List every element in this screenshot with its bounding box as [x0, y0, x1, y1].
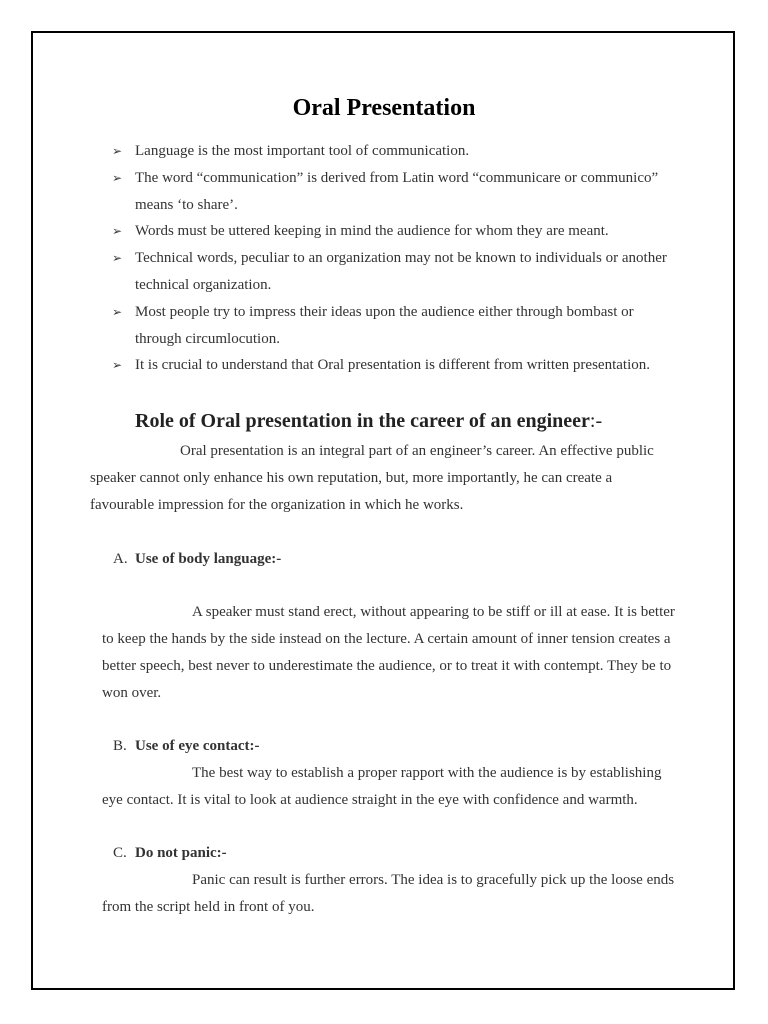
list-item: [112, 165, 682, 219]
arrow-bullet-icon: ➢: [112, 144, 123, 158]
bullet-text: Language is the most important tool of communication.: [135, 143, 470, 159]
role-heading: [135, 407, 602, 435]
list-item: [112, 245, 682, 299]
section-letter: C.: [113, 845, 127, 861]
eye-contact-paragraph: The best way to establish a proper rapport with the audience is by establishing eye contact. It is vital to look at audience straight in the eye with confidence and warmth.: [102, 765, 662, 808]
list-item: [112, 299, 682, 353]
bullet-text: Words must be uttered keeping in mind the audience for whom they are meant.: [135, 223, 609, 240]
bullet-list: [112, 138, 682, 379]
section-title: Do not panic:-: [135, 845, 227, 861]
list-item: [112, 138, 682, 165]
section-title: Use of eye contact:-: [135, 738, 260, 754]
body-language-paragraph: A speaker must stand erect, without appearing to be stiff or ill at ease. It is better to keep the hands by the side instead on the lecture. A certain amount of inner tension creates a better speech, best never to underestimate the audience, or to treat it with contempt. They be to won over.: [102, 604, 675, 701]
role-heading-suffix: :-: [589, 410, 603, 432]
role-paragraph: Oral presentation is an integral part of an engineer’s career. An effective public speaker cannot only enhance his own reputation, but, more importantly, he can create a favourable impression for the organization in which he works.: [90, 443, 654, 513]
do-not-panic-paragraph: Panic can result is further errors. The idea is to gracefully pick up the loose ends from the script held in front of you.: [102, 872, 675, 915]
bullet-text: Most people try to impress their ideas upon the audience either through bombast or through circumlocution.: [135, 303, 634, 347]
arrow-bullet-icon: ➢: [112, 224, 123, 239]
list-item: [112, 218, 682, 245]
section-letter: B.: [113, 738, 127, 754]
bullet-text: It is crucial to understand that Oral presentation is different from written presentation.: [135, 357, 650, 374]
arrow-bullet-icon: ➢: [112, 304, 123, 319]
page-title: Oral Presentation: [292, 95, 476, 121]
section-heading-do-not-panic: [113, 840, 227, 867]
section-heading-eye-contact: [113, 733, 260, 760]
bullet-text: The word “communication” is derived from Latin word “communicare or communico” means ‘to share’.: [135, 169, 659, 213]
arrow-bullet-icon: ➢: [112, 251, 123, 266]
list-item: [112, 352, 682, 379]
role-heading-text: Role of Oral presentation in the career of an engineer: [135, 410, 590, 432]
section-letter: A.: [113, 551, 128, 567]
arrow-bullet-icon: ➢: [112, 170, 123, 185]
section-heading-body-language: [113, 546, 281, 573]
bullet-text: Technical words, peculiar to an organization may not be known to individuals or another technical organization.: [135, 250, 667, 293]
arrow-bullet-icon: ➢: [112, 358, 123, 373]
section-title: Use of body language:-: [135, 551, 282, 567]
